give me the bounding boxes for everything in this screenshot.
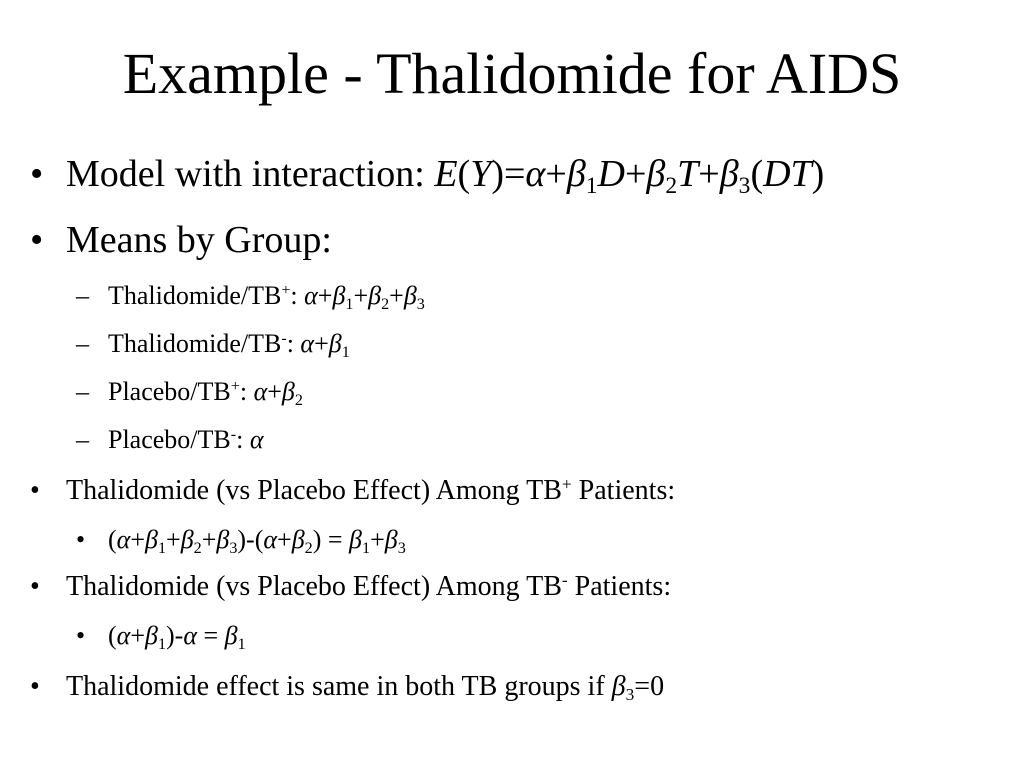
bullet-text: Thalidomide effect is same in both TB groups if [66,671,612,702]
sub-text: Placebo/TB [108,425,231,454]
sub-formula: $(\alpha+\beta_1)-\alpha = \beta_1$ [108,621,246,653]
bullet-means [30,218,332,262]
bullet-marker: • [30,153,44,195]
condition-formula: $\beta_3=0$ [611,671,665,705]
sub-plac-tbneg: – Placebo/TB-: α [76,425,264,454]
dash-marker: – [76,281,89,310]
sub-thal-tbneg: – Thalidomide/TB-: $\alpha+\beta_1$ [76,329,350,361]
sub-effect-tbneg-formula [76,620,246,652]
bullet-marker: • [30,475,40,506]
sub-formula: $(\alpha+\beta_1+\beta_2+\beta_3)-(\alpha+\beta_2) = \beta_1+\beta_3$ [108,525,406,557]
sub-thal-tbpos: – Thalidomide/TB+: $\alpha+\beta_1+\beta_2+\beta_3$ [76,281,425,313]
sub-text: Placebo/TB [108,377,231,406]
bullet-effect-tbpos: • Thalidomide (vs Placebo Effect) Among TB+ Patients: [30,474,676,506]
sub-formula: $\alpha+\beta_2$ [253,377,303,409]
bullet-same-effect [30,670,664,704]
sub-text: Thalidomide/TB [108,281,282,310]
bullet-model [30,152,825,200]
bullet-marker: • [30,219,44,261]
dash-marker: – [76,425,89,454]
bullet-text: Means by Group: [66,219,332,261]
bullet-text: Model with interaction: [66,153,435,195]
bullet-marker: • [76,621,86,650]
sub-formula: α [249,425,264,454]
bullet-text: Thalidomide (vs Placebo Effect) Among TB [66,571,562,602]
slide-title: Example - Thalidomide for AIDS [122,41,902,106]
dash-marker: – [76,377,89,406]
bullet-marker: • [76,525,86,554]
bullet-marker: • [30,671,40,702]
bullet-marker: • [30,571,40,602]
bullet-effect-tbneg: • Thalidomide (vs Placebo Effect) Among TB- Patients: [30,570,672,602]
sub-formula: $\alpha+\beta_1+\beta_2+\beta_3$ [304,281,425,313]
dash-marker: – [76,329,89,358]
sub-effect-tbpos-formula [76,524,406,556]
model-equation: $E(Y)=\alpha+\beta_1D+\beta_2T+\beta_3(DT)$ [434,153,825,200]
sub-text: Thalidomide/TB [108,329,282,358]
sub-formula: $\alpha+\beta_1$ [300,329,350,361]
sub-plac-tbpos: – Placebo/TB+: $\alpha+\beta_2$ [76,377,303,409]
bullet-text: Thalidomide (vs Placebo Effect) Among TB [66,475,562,506]
